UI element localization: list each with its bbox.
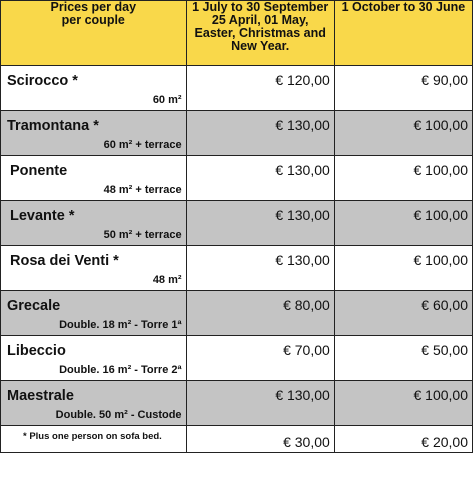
price-high: € 130,00 [275, 252, 330, 268]
price-high-cell [186, 246, 334, 291]
footer-price-high: € 30,00 [283, 434, 330, 450]
price-low-cell [334, 201, 472, 246]
price-low: € 100,00 [413, 207, 468, 223]
header-col1-text: Prices per day per couple [50, 0, 137, 27]
footer-price-low: € 20,00 [421, 434, 468, 450]
footer-note: * Plus one person on sofa bed. [23, 431, 162, 442]
price-high-cell [186, 291, 334, 336]
price-low: € 100,00 [413, 162, 468, 178]
room-name: Scirocco * [7, 73, 78, 89]
room-name: Grecale [7, 298, 61, 314]
price-low-cell [334, 111, 472, 156]
room-name: Levante * [10, 208, 75, 224]
room-detail: 60 m² + terrace [103, 139, 182, 151]
price-low: € 90,00 [421, 72, 468, 88]
room-row-ponente [1, 156, 473, 201]
price-low: € 100,00 [413, 387, 468, 403]
room-cell [1, 66, 187, 111]
price-low-cell [334, 291, 472, 336]
header-row [1, 1, 473, 66]
room-cell [1, 291, 187, 336]
room-cell [1, 336, 187, 381]
room-cell [1, 201, 187, 246]
price-low: € 100,00 [413, 252, 468, 268]
price-high-cell [186, 66, 334, 111]
footer-row [1, 426, 473, 453]
room-name: Maestrale [7, 388, 74, 404]
price-high: € 130,00 [275, 207, 330, 223]
room-row-tramontana [1, 111, 473, 156]
price-low-cell [334, 156, 472, 201]
price-low-cell [334, 381, 472, 426]
price-low: € 50,00 [421, 342, 468, 358]
room-row-libeccio [1, 336, 473, 381]
room-detail: 60 m² [152, 94, 182, 106]
header-low-season [334, 1, 472, 66]
price-high-cell [186, 381, 334, 426]
price-high: € 80,00 [283, 297, 330, 313]
room-row-levante [1, 201, 473, 246]
room-cell [1, 111, 187, 156]
room-name: Tramontana * [7, 118, 99, 134]
price-high: € 130,00 [275, 387, 330, 403]
room-detail: 48 m² [152, 274, 182, 286]
price-low-cell [334, 246, 472, 291]
price-high-cell [186, 201, 334, 246]
header-high-season [186, 1, 334, 66]
room-detail: Double. 18 m² - Torre 1ª [59, 319, 182, 331]
price-high: € 130,00 [275, 117, 330, 133]
room-name: Libeccio [7, 343, 66, 359]
price-high-cell [186, 111, 334, 156]
footer-note-cell [1, 426, 187, 453]
footer-price-high-cell [186, 426, 334, 453]
room-row-rosa-dei-venti [1, 246, 473, 291]
room-name: Rosa dei Venti * [10, 253, 119, 269]
room-detail: Double. 50 m² - Custode [55, 409, 182, 421]
room-cell [1, 156, 187, 201]
room-name: Ponente [10, 163, 68, 179]
price-low-cell [334, 66, 472, 111]
footer-price-low-cell [334, 426, 472, 453]
price-high: € 120,00 [275, 72, 330, 88]
room-cell [1, 246, 187, 291]
header-col2-text: 1 July to 30 September 25 April, 01 May, Easter, Christmas and New Year. [192, 0, 329, 53]
room-detail: 50 m² + terrace [103, 229, 182, 241]
room-row-grecale [1, 291, 473, 336]
price-high-cell [186, 336, 334, 381]
room-cell [1, 381, 187, 426]
price-low-cell [334, 336, 472, 381]
room-detail: 48 m² + terrace [103, 184, 182, 196]
header-prices-per-day [1, 1, 187, 66]
price-low: € 60,00 [421, 297, 468, 313]
room-row-scirocco [1, 66, 473, 111]
room-detail: Double. 16 m² - Torre 2ª [59, 364, 182, 376]
header-col3-text: 1 October to 30 June [341, 0, 466, 14]
price-low: € 100,00 [413, 117, 468, 133]
price-high-cell [186, 156, 334, 201]
price-high: € 70,00 [283, 342, 330, 358]
room-row-maestrale [1, 381, 473, 426]
price-high: € 130,00 [275, 162, 330, 178]
